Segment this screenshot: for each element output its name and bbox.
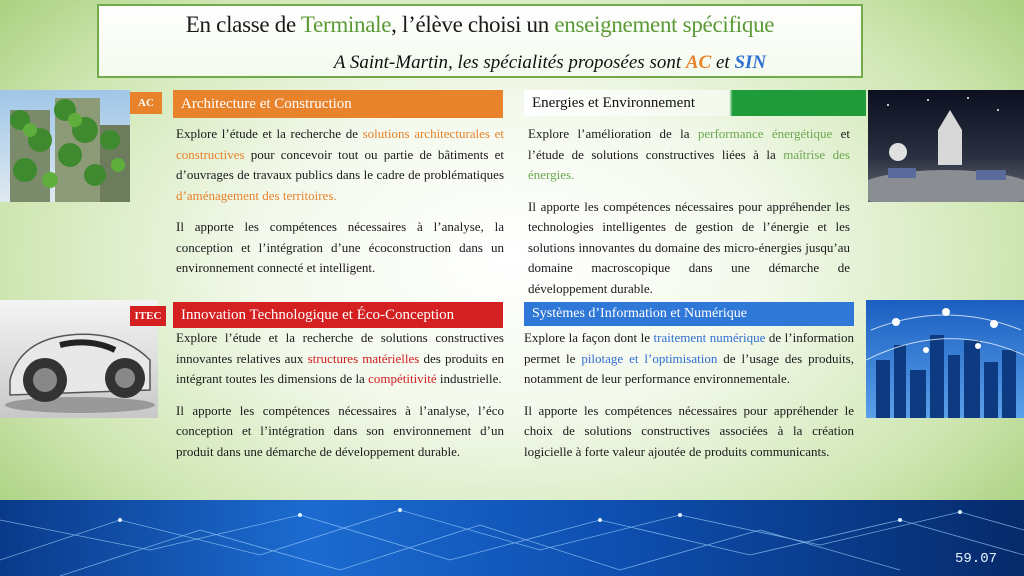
header-sin: Systèmes d’Information et Numérique: [524, 302, 854, 326]
title-terminale: Terminale: [300, 12, 392, 37]
ac-paragraph-1: Explore l’étude et la recherche de solutions architecturales et constructives pour concevoir tout ou partie de bâtiments et d’ouvrages de travaux publics dans le cadre de problématiques d’aménagement des territoires.: [176, 126, 504, 203]
header-ac: Architecture et Construction: [173, 90, 503, 118]
subtitle-et: et: [711, 52, 735, 73]
title-enseignement: enseignement spécifique: [554, 12, 775, 37]
title-text: En classe de: [185, 12, 301, 37]
tag-ac: AC: [130, 92, 162, 114]
sin-paragraph-2: Il apporte les compétences nécessaires pour appréhender le choix de solutions constructives associées à la création logicielle à forte valeur ajoutée de produits communicants.: [524, 402, 854, 459]
main-title: [99, 12, 861, 38]
subtitle-text: A Saint-Martin, les spécialités proposées sont: [333, 52, 686, 73]
moon-base-image: [868, 90, 1024, 202]
banner-number: 59.07: [955, 551, 998, 567]
itec-paragraph-1: Explore l’étude et la recherche de solutions constructives innovantes relatives aux structures matérielles des produits en intégrant toutes les dimensions de la compétitivité industrielle.: [176, 330, 504, 386]
text-itec: [176, 328, 504, 473]
title-box: [97, 4, 863, 78]
subtitle-sin: SIN: [734, 52, 767, 73]
moon-base-illustration: [868, 90, 1024, 202]
subtitle: [99, 52, 861, 74]
building-image: [0, 90, 130, 202]
ee-paragraph-2: Il apporte les compétences nécessaires pour appréhender les technologies intelligentes de gestion de l’énergie et les solutions innovantes du domaine des micro-énergies jusqu’au domaine macroscopique dans une démarche de développement durable.: [528, 198, 850, 296]
tag-itec: ITEC: [130, 306, 166, 326]
ac-paragraph-2: Il apporte les compétences nécessaires à l’analyse, la conception et l’intégration d’une écoconstruction dans un environnement connecté et intelligent.: [176, 219, 504, 275]
itec-paragraph-2: Il apporte les compétences nécessaires à l’analyse, l’éco conception et l’intégration dans son environnement d’un produit dans une démarche de développement durable.: [176, 402, 504, 459]
text-ee: [528, 124, 850, 310]
subtitle-ac: AC: [685, 52, 712, 73]
text-sin: [524, 328, 854, 473]
smart-city-image: [866, 300, 1024, 418]
green-building-illustration: [0, 90, 130, 202]
header-ee: Energies et Environnement: [524, 90, 866, 116]
text-ac: [176, 124, 504, 290]
network-pattern: [0, 500, 1024, 576]
header-itec: Innovation Technologique et Éco-Conception: [173, 302, 503, 328]
sin-paragraph-1: Explore la façon dont le traitement numérique de l’information permet le pilotage et l’optimisation de l’usage des produits, notamment de leur performance environnementale.: [524, 330, 854, 386]
ee-paragraph-1: Explore l’amélioration de la performance énergétique et l’étude de solutions constructives liées à la maîtrise des énergies.: [528, 126, 851, 182]
smart-city-illustration: [866, 300, 1024, 418]
title-text-2: , l’élève choisi un: [391, 12, 555, 37]
tech-banner: [0, 500, 1024, 576]
